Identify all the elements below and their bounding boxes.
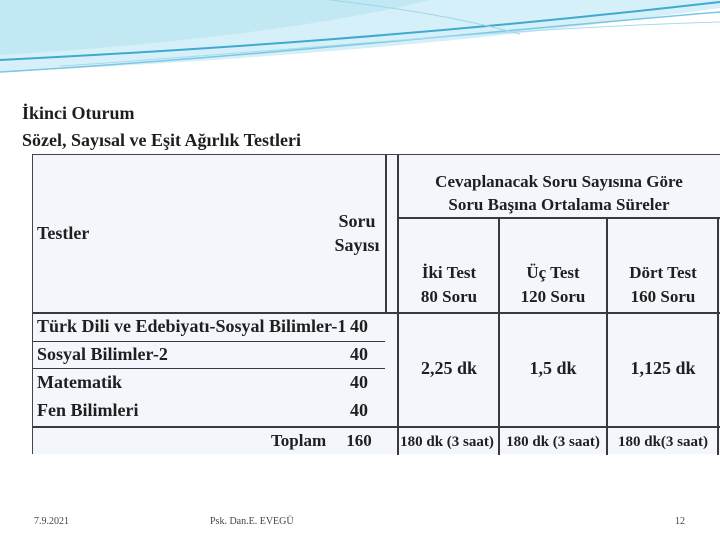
divider-col-dort <box>717 217 719 455</box>
divider-subheader <box>397 217 720 219</box>
divider-row-1 <box>33 341 385 342</box>
heading-session: İkinci Oturum <box>22 103 135 123</box>
row-count: 40 <box>350 400 368 420</box>
row-count: 40 <box>350 372 368 392</box>
total-time-iki: 180 dk (3 saat) <box>400 434 494 450</box>
duration-table <box>32 154 720 454</box>
row-name: Fen Bilimleri <box>37 400 139 420</box>
subheader-iki-test: İki Test <box>421 263 477 282</box>
total-label: Toplam <box>271 431 327 450</box>
header-group-line2: Soru Başına Ortalama Süreler <box>448 195 670 214</box>
row-name: Sosyal Bilimler-2 <box>37 344 168 364</box>
subheader-iki-soru: 80 Soru <box>420 287 478 306</box>
row-count: 40 <box>350 344 368 364</box>
footer-author: Psk. Dan.E. EVEGÜ <box>210 516 294 527</box>
row-count: 40 <box>350 316 368 336</box>
total-time-uc: 180 dk (3 saat) <box>506 434 600 450</box>
header-group-line1: Cevaplanacak Soru Sayısına Göre <box>435 172 683 191</box>
decorative-wave-background <box>0 0 720 110</box>
row-name: Matematik <box>37 372 122 392</box>
total-count: 160 <box>346 431 372 450</box>
subheader-uc-soru: 120 Soru <box>520 287 586 306</box>
page-number: 12 <box>675 516 685 527</box>
divider-total <box>33 426 720 428</box>
divider-col-count <box>385 155 387 313</box>
per-question-iki: 2,25 dk <box>420 358 478 378</box>
subheader-dort-test: Dört Test <box>629 263 697 282</box>
divider-col-uc <box>606 217 608 455</box>
per-question-uc: 1,5 dk <box>529 358 577 378</box>
total-time-dort: 180 dk(3 saat) <box>617 434 708 450</box>
divider-col-iki <box>498 217 500 455</box>
heading-test-types: Sözel, Sayısal ve Eşit Ağırlık Testleri <box>22 130 302 150</box>
header-tests: Testler <box>37 223 90 243</box>
subheader-dort-soru: 160 Soru <box>630 287 696 306</box>
row-name: Türk Dili ve Edebiyatı-Sosyal Bilimler-1 <box>37 316 347 336</box>
subheader-uc-test: Üç Test <box>526 263 580 282</box>
header-count-line2: Sayısı <box>334 235 380 255</box>
per-question-dort: 1,125 dk <box>630 358 696 378</box>
divider-header-bottom <box>33 312 720 314</box>
footer-date: 7.9.2021 <box>34 516 69 527</box>
header-count-line1: Soru <box>338 211 376 231</box>
divider-row-2 <box>33 368 385 369</box>
